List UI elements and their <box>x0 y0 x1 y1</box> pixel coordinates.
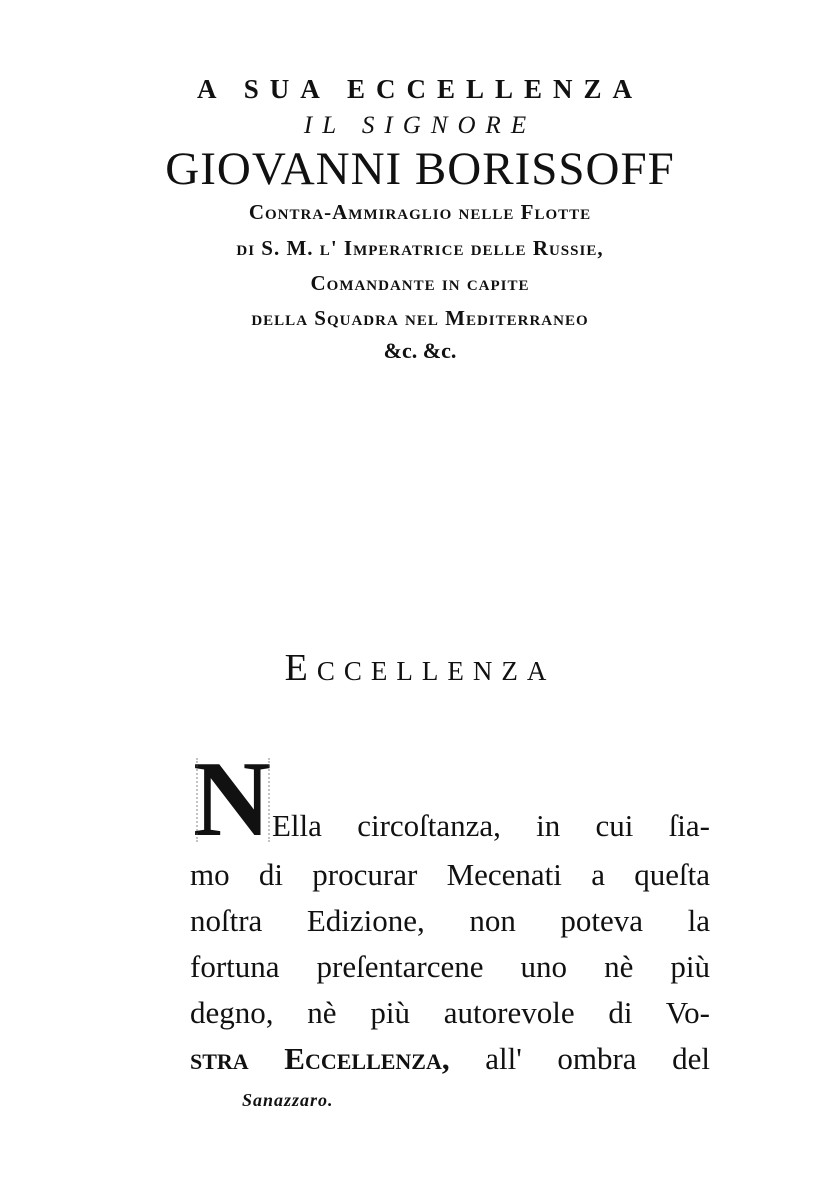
dedication-heading: A SUA ECCELLENZA <box>196 74 644 104</box>
dedicatee-title-line-2: di S. M. l' Imperatrice delle Russie, <box>236 236 604 260</box>
dedicatee-etcetera: &c. &c. <box>383 338 457 363</box>
body-line-4: fortuna preſentarcene uno nè più <box>190 949 710 984</box>
body-line-6-rest: all' ombra del <box>449 1041 711 1076</box>
body-line-1: Ella circoſtanza, in cui ſia- <box>272 808 710 843</box>
salutation-heading: Eccellenza <box>284 647 556 689</box>
body-line-6 <box>190 1041 710 1077</box>
dedication-honorific: IL SIGNORE <box>303 112 537 139</box>
decorative-initial: N <box>190 752 274 848</box>
dedicatee-name: GIOVANNI BORISSOFF <box>165 143 675 195</box>
dedicatee-title-line-4: della Squadra nel Mediterraneo <box>251 306 589 330</box>
body-line-2: mo di procurar Mecenati a queſta <box>190 857 710 892</box>
dedicatee-title-line-1: Contra-Ammiraglio nelle Flotte <box>248 200 592 224</box>
dedicatee-title-line-3: Comandante in capite <box>310 271 530 295</box>
body-line-5: degno, nè più autorevole di Vo- <box>190 995 710 1030</box>
body-line-6-smallcaps: stra Eccellenza, <box>190 1041 450 1076</box>
catchword: Sanazzaro. <box>242 1090 334 1110</box>
body-line-3: noſtra Edizione, non poteva la <box>190 903 710 938</box>
